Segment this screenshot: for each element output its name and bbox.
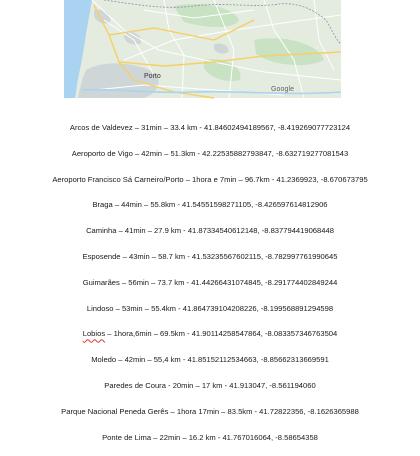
travel-time: 20min — [172, 380, 194, 390]
location-entry: Moledo – 42min – 55,4 km - 41.85152112534663, -8.85662313669591 — [91, 355, 329, 365]
location-entry: Braga – 44min – 55.8km - 41.54551598271105, -8.426597614812906 — [92, 200, 328, 210]
coordinates: 41.913047, -8.561194060 — [229, 380, 316, 390]
distance: 73.7 km — [157, 277, 185, 287]
location-entry: Caminha – 41min – 27.9 km - 41.87334540612148, -8.837794419068448 — [86, 226, 334, 236]
distance: 51.3km — [170, 148, 196, 158]
separator: – — [119, 277, 129, 287]
distance: 16.2 km — [188, 432, 216, 442]
separator: – — [168, 406, 177, 416]
separator: – — [120, 251, 129, 261]
location-entry: Lobios – 1hora,6min – 69.5km - 41.90114258547864, -8.083357346763504 — [82, 329, 338, 339]
location-entry: Paredes de Coura - 20min – 17 km - 41.913047, -8.561194060 — [104, 380, 316, 390]
travel-time: 1hora,6min — [113, 329, 152, 339]
coordinates: 41.85152112534663, -8.85662313669591 — [187, 355, 329, 365]
travel-time: 56min — [128, 277, 149, 287]
location-name: Moledo — [91, 355, 117, 365]
map-logo: Google — [271, 86, 295, 93]
separator: – — [151, 432, 160, 442]
coordinates: 41.864739104208226, -8.199568891294598 — [182, 303, 334, 313]
map-urban — [214, 43, 228, 53]
location-entry: Esposende – 43min – 58.7 km - 41.53235567602115, -8.782997761990645 — [82, 251, 338, 261]
separator: – — [116, 355, 125, 365]
location-name: Guimarães — [82, 277, 120, 287]
travel-time: 43min — [128, 251, 150, 261]
map-image — [64, 0, 341, 98]
location-name: Braga — [92, 200, 113, 210]
separator: – — [183, 174, 193, 184]
separator: - — [165, 380, 173, 390]
distance: 83.5km — [227, 406, 253, 416]
coordinates: 41.87334540612148, -8.837794419068448 — [187, 226, 334, 236]
location-name: Parque Nacional Peneda Gerês — [61, 406, 169, 416]
location-entry: Lindoso – 53min – 55.4km - 41.864739104208226, -8.199568891294598 — [86, 303, 334, 313]
location-entry: Guimarães – 56min – 73.7 km - 41.44266431074845, -8.291774402849244 — [82, 277, 338, 287]
distance: 55,4 km — [153, 355, 181, 365]
travel-time: 42min — [141, 148, 162, 158]
location-name: Aeroporto Francisco Sá Carneiro/Porto — [52, 174, 184, 184]
distance: 69.5km — [160, 329, 185, 339]
distance: 55.8km — [150, 200, 176, 210]
travel-time: 22min — [159, 432, 181, 442]
coordinates: 42.22535882793847, -8.632719277081543 — [202, 148, 349, 158]
travel-time: 1hora e 7min — [192, 174, 237, 184]
travel-time: 53min — [121, 303, 143, 313]
separator: – — [112, 200, 122, 210]
location-entry: Ponte de Lima – 22min – 16.2 km - 41.767016064, -8.58654358 — [102, 432, 318, 442]
location-list — [0, 121, 420, 456]
distance: 96.7km — [244, 174, 270, 184]
coordinates: 41.90114258547864, -8.083357346763504 — [191, 329, 338, 339]
distance: 58.7 km — [158, 251, 186, 261]
location-name: Lobios — [82, 329, 106, 339]
location-name: Aeroporto de Vigo — [71, 148, 133, 158]
separator: – — [132, 148, 142, 158]
location-entry: Aeroporto Francisco Sá Carneiro/Porto – 1hora e 7min – 96.7km - 41.2369923, -8.670673795 — [52, 174, 368, 184]
map-forest — [174, 4, 239, 27]
travel-time: 41min — [124, 226, 146, 236]
location-entry: Parque Nacional Peneda Gerês – 1hora 17min – 83.5km - 41.72822356, -8.1626365988 — [61, 406, 359, 416]
location-name: Paredes de Coura — [104, 380, 166, 390]
map-graphic — [64, 0, 341, 98]
location-name: Caminha — [86, 226, 117, 236]
coordinates: 41.44266431074845, -8.291774402849244 — [191, 277, 338, 287]
distance: 27.9 km — [154, 226, 182, 236]
location-entry: Aeroporto de Vigo – 42min – 51.3km - 42.22535882793847, -8.632719277081543 — [71, 148, 349, 158]
separator: – — [105, 329, 114, 339]
map-urban — [78, 63, 159, 98]
location-entry: Arcos de Valdevez – 31min – 33.4 km - 41.84602494189567, -8.419269077723124 — [69, 123, 351, 132]
travel-time: 31min — [141, 123, 162, 132]
travel-time: 1hora 17min — [176, 406, 220, 416]
travel-time: 42min — [124, 355, 146, 365]
coordinates: 41.2369923, -8.670673795 — [276, 174, 368, 184]
location-name: Lindoso — [86, 303, 114, 313]
location-name: Ponte de Lima — [102, 432, 152, 442]
distance: 55.4km — [151, 303, 176, 313]
separator: – — [132, 123, 142, 132]
coordinates: 41.767016064, -8.58654358 — [222, 432, 318, 442]
coordinates: 41.72822356, -8.1626365988 — [259, 406, 359, 416]
location-name: Esposende — [82, 251, 121, 261]
coordinates: 41.84602494189567, -8.419269077723124 — [204, 123, 351, 132]
distance: 33.4 km — [170, 123, 198, 132]
travel-time: 44min — [121, 200, 142, 210]
separator: – — [116, 226, 125, 236]
location-name: Arcos de Valdevez — [69, 123, 133, 132]
coordinates: 41.54551598271105, -8.426597614812906 — [181, 200, 328, 210]
coordinates: 41.53235567602115, -8.782997761990645 — [191, 251, 338, 261]
map-city-label: Porto — [144, 73, 161, 80]
distance: 17 km — [201, 380, 223, 390]
separator: – — [113, 303, 122, 313]
